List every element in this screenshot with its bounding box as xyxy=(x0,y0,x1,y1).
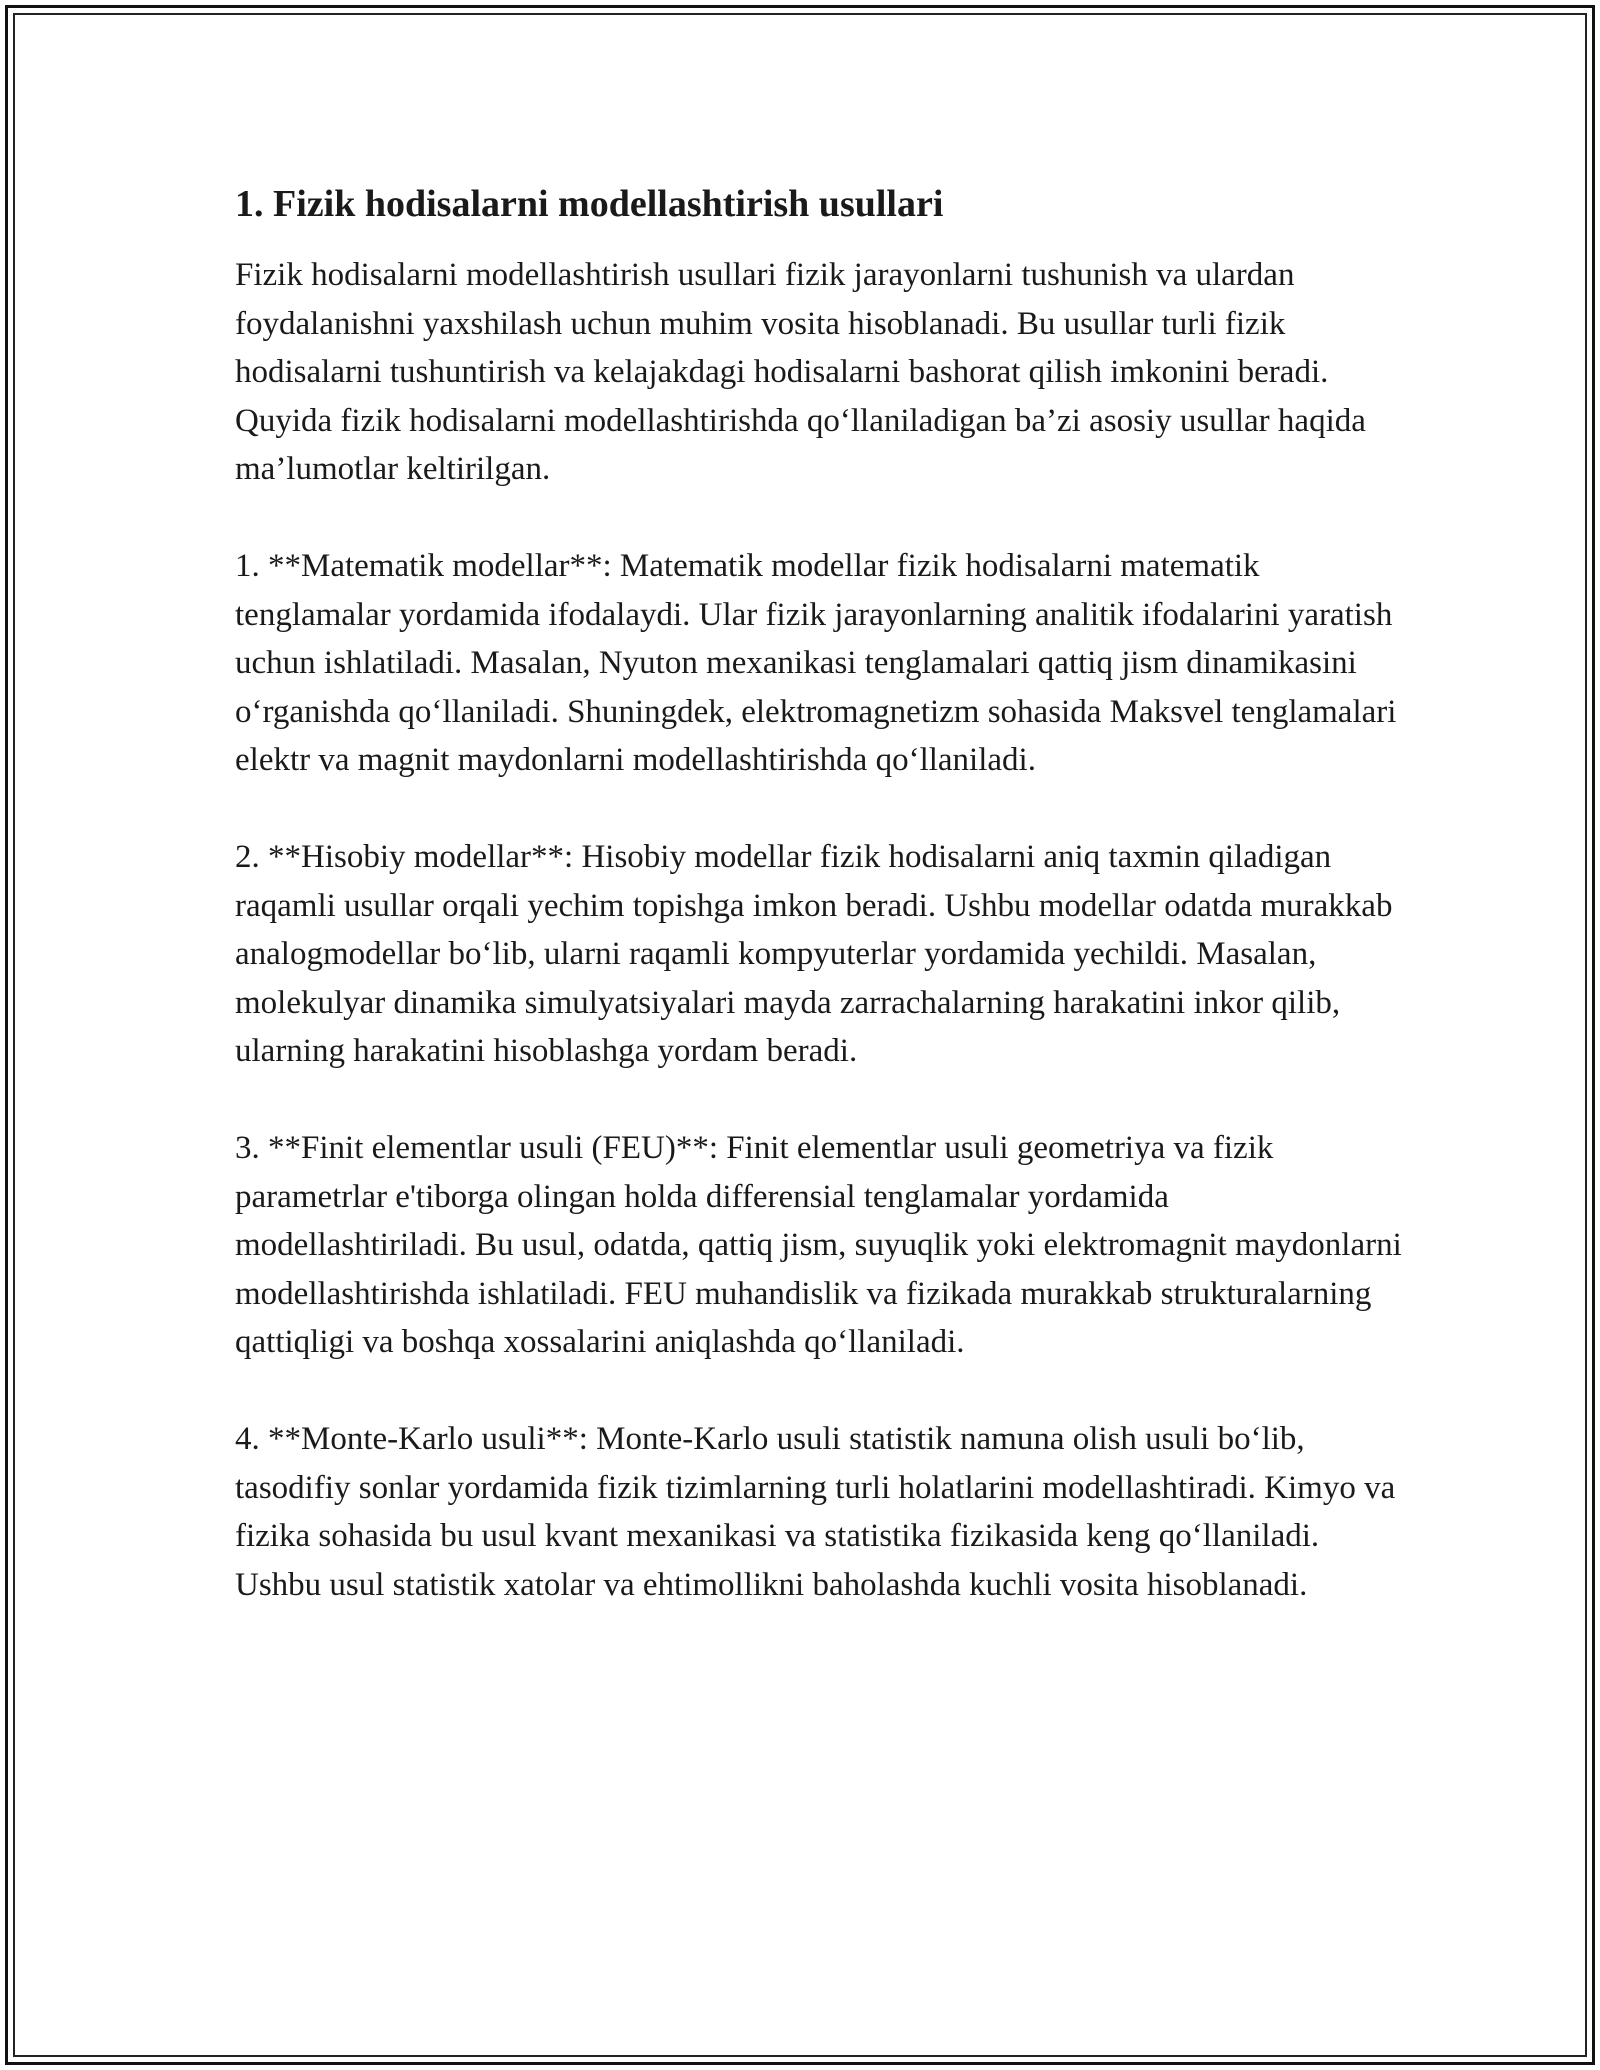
paragraph-mathematical-models: 1. **Matematik modellar**: Matematik modellar fizik hodisalarni matematik tenglamalar yordamida ifodalaydi. Ular fizik jarayonlarning analitik ifodalarini yaratish uchun ishlatiladi. Masalan, Nyuton mexanikasi tenglamalari qattiq jism dinamikasini o‘rganishda qo‘llaniladi. Shuningdek, elektromagnetizm sohasida Maksvel tenglamalari elektr va magnit maydonlarni modellashtirishda qo‘llaniladi. xyxy=(235,548,1397,779)
document-body xyxy=(235,180,1405,1658)
paragraph-computational-models: 2. **Hisobiy modellar**: Hisobiy modellar fizik hodisalarni aniq taxmin qiladigan raqamli usullar orqali yechim topishga imkon beradi. Ushbu modellar odatda murakkab analogmodellar bo‘lib, ularni raqamli kompyuterlar yordamida yechildi. Masalan, molekulyar dinamika simulyatsiyalari mayda zarrachalarning harakatini inkor qilib, ularning harakatini hisoblashga yordam beradi. xyxy=(235,839,1393,1070)
section-heading: 1. Fizik hodisalarni modellashtirish usullari xyxy=(235,183,944,225)
paragraph-finite-element-method: 3. **Finit elementlar usuli (FEU)**: Finit elementlar usuli geometriya va fizik parametrlar e'tiborga olingan holda differensial tenglamalar yordamida modellashtiriladi. Bu usul, odatda, qattiq jism, suyuqlik yoki elektromagnit maydonlarni modellashtirishda ishlatiladi. FEU muhandislik va fizikada murakkab strukturalarning qattiqligi va boshqa xossalarini aniqlashda qo‘llaniladi. xyxy=(235,1130,1402,1361)
intro-paragraph: Fizik hodisalarni modellashtirish usullari fizik jarayonlarni tushunish va ulardan foydalanishni yaxshilash uchun muhim vosita hisoblanadi. Bu usullar turli fizik hodisalarni tushuntirish va kelajakdagi hodisalarni bashorat qilish imkonini beradi. Quyida fizik hodisalarni modellashtirishda qo‘llaniladigan ba’zi asosiy usullar haqida ma’lumotlar keltirilgan. xyxy=(235,257,1366,488)
paragraph-monte-carlo-method: 4. **Monte-Karlo usuli**: Monte-Karlo usuli statistik namuna olish usuli bo‘lib, tasodifiy sonlar yordamida fizik tizimlarning turli holatlarini modellashtiradi. Kimyo va fizika sohasida bu usul kvant mexanikasi va statistika fizikasida keng qo‘llaniladi. Ushbu usul statistik xatolar va ehtimollikni baholashda kuchli vosita hisoblanadi. xyxy=(235,1421,1396,1603)
